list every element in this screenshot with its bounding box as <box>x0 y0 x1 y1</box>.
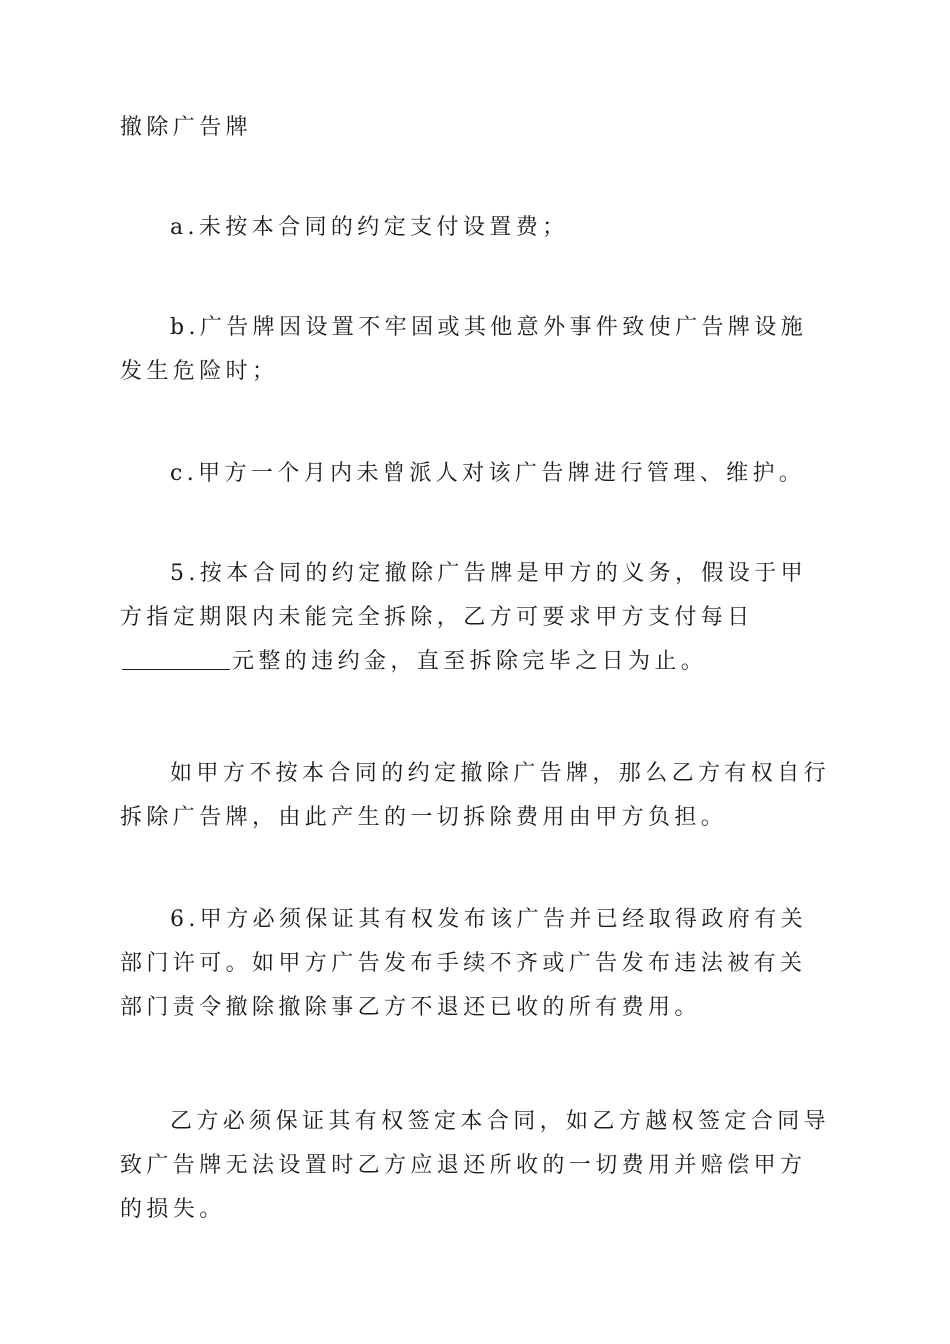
paragraph-heading-continuation: 撤除广告牌 <box>120 115 253 140</box>
clause-5-text-before: 5.按本合同的约定撤除广告牌是甲方的义务，假设于甲方指定期限内未能完全拆除，乙方可要求甲方支付每日 <box>120 561 807 630</box>
penalty-amount-blank <box>122 647 230 670</box>
paragraph-clause-5 <box>120 552 832 684</box>
paragraph-item-b: b.广告牌因设置不牢固或其他意外事件致使广告牌设施发生危险时； <box>120 315 808 384</box>
paragraph-removal-by-b: 如甲方不按本合同的约定撤除广告牌，那么乙方有权自行拆除广告牌，由此产生的一切拆除费用由甲方负担。 <box>120 761 831 830</box>
paragraph-item-a: a.未按本合同的约定支付设置费； <box>170 215 569 240</box>
paragraph-party-b-guarantee: 乙方必须保证其有权签定本合同，如乙方越权签定合同导致广告牌无法设置时乙方应退还所收的一切费用并赔偿甲方的损失。 <box>120 1109 831 1222</box>
paragraph-clause-6: 6.甲方必须保证其有权发布该广告并已经取得政府有关部门许可。如甲方广告发布手续不齐或广告发布违法被有关部门责令撤除撤除事乙方不退还已收的所有费用。 <box>120 907 807 1020</box>
clause-5-text-after: 元整的违约金，直至拆除完毕之日为止。 <box>232 649 708 674</box>
paragraph-item-c: c.甲方一个月内未曾派人对该广告牌进行管理、维护。 <box>170 461 806 486</box>
